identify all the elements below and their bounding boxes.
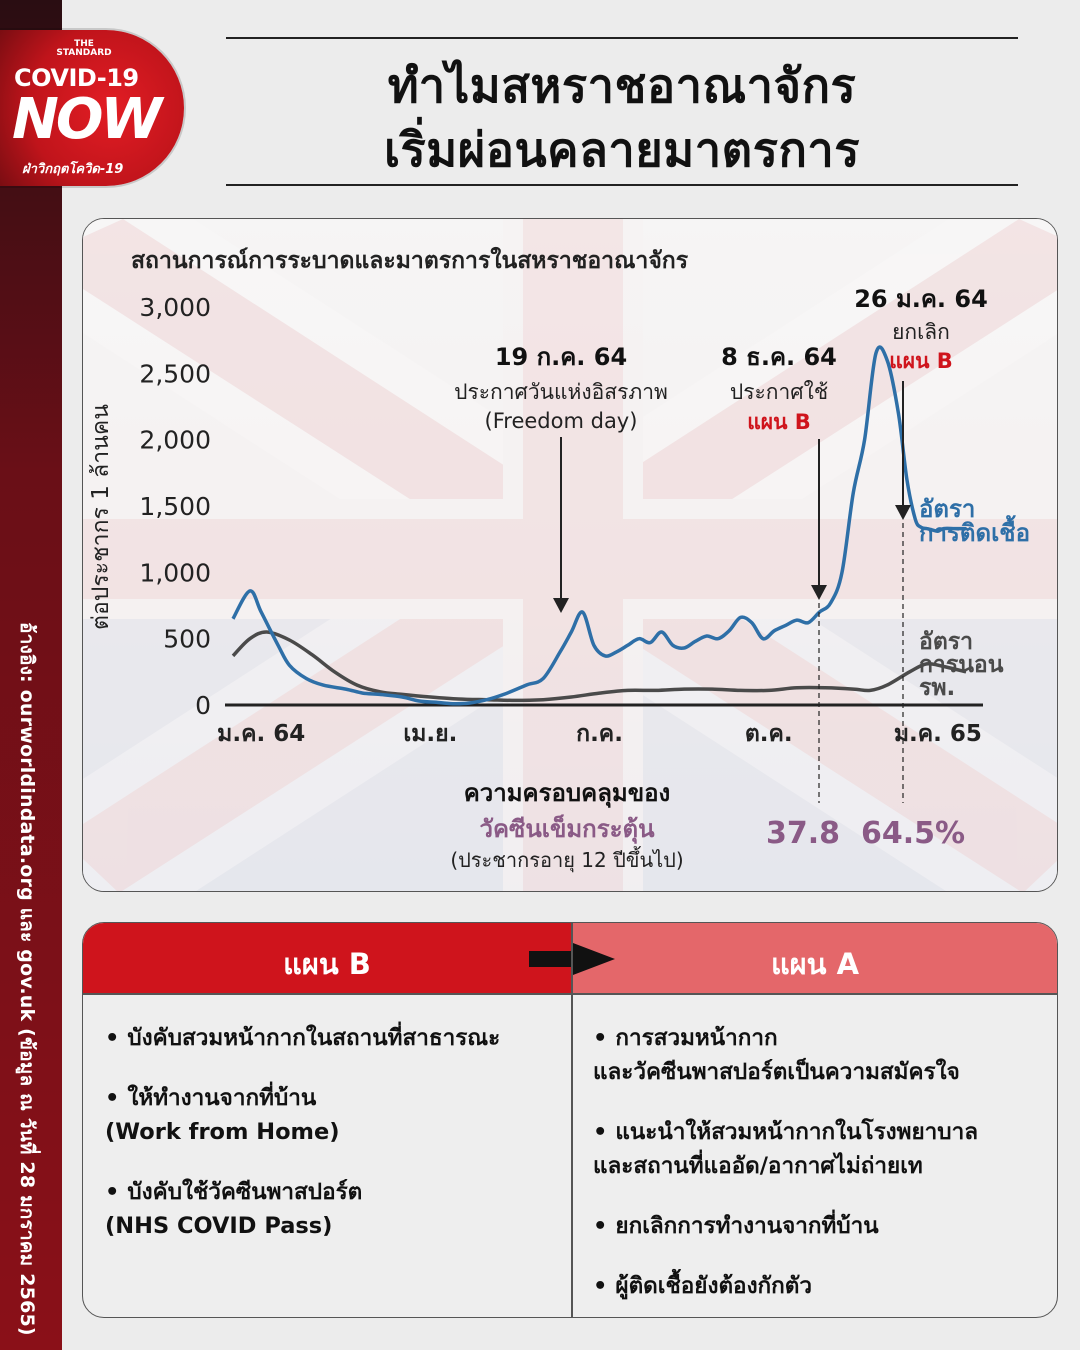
logo-now: NOW xyxy=(12,87,160,152)
plan-a-item-1-line1: การสวมหน้ากาก xyxy=(615,1025,778,1051)
annotation-arrow-head xyxy=(895,505,911,520)
annotation-arrow-head xyxy=(553,598,569,613)
hospitalization-series-label: รพ. xyxy=(919,675,956,701)
bullet: • xyxy=(105,1025,120,1051)
plan-b-item-2-line1: ให้ทำงานจากที่บ้าน xyxy=(127,1085,317,1111)
bullet: • xyxy=(593,1119,608,1145)
title-rule-bottom xyxy=(226,184,1018,186)
infection-series-label: การติดเชื้อ xyxy=(919,519,1030,547)
source-note: อ้างอิง: ourworldindata.org และ gov.uk (ข้อมูล ณ วันที่ 28 มกราคม 2565) xyxy=(16,622,38,1336)
y-tick-label: 3,000 xyxy=(139,293,211,322)
plan-a-item-4-line1: ผู้ติดเชื้อยังต้องกักตัว xyxy=(615,1273,813,1299)
x-tick-label: ม.ค. 64 xyxy=(217,721,306,747)
chart-svg xyxy=(83,219,1058,892)
bullet: • xyxy=(105,1085,120,1111)
plan-b-item-3-line2: (NHS COVID Pass) xyxy=(105,1213,333,1239)
y-tick-label: 0 xyxy=(195,691,211,720)
title-rule-top xyxy=(226,37,1018,39)
y-tick-label: 2,500 xyxy=(139,359,211,389)
plan-a-item xyxy=(593,1269,1058,1303)
bullet: • xyxy=(593,1273,608,1299)
annotation-highlight: แผน B xyxy=(747,410,811,434)
plan-a-item xyxy=(593,1021,1058,1089)
annotation-date: 26 ม.ค. 64 xyxy=(854,285,988,313)
plan-b-title: แผน B xyxy=(283,947,371,981)
plan-a-list xyxy=(593,1021,1058,1318)
x-tick-label: เม.ย. xyxy=(403,721,458,747)
x-tick-label: ก.ค. xyxy=(576,721,623,747)
plan-a-item-2-line1: แนะนำให้สวมหน้ากากในโรงพยาบาล xyxy=(615,1119,978,1145)
plan-b-item-2-line2: (Work from Home) xyxy=(105,1119,340,1145)
plan-a-item xyxy=(593,1209,1058,1243)
annotation-date: 19 ก.ค. 64 xyxy=(494,343,628,371)
y-tick-label: 2,000 xyxy=(139,425,211,455)
page-title-line2: เริ่มผ่อนคลายมาตรการ xyxy=(383,123,861,178)
annotation-text: ยกเลิก xyxy=(892,320,950,344)
hospitalization-series-label: อัตรา xyxy=(919,629,974,655)
bullet: • xyxy=(593,1213,608,1239)
y-tick-label: 1,000 xyxy=(139,558,211,588)
bullet: • xyxy=(105,1179,120,1205)
annotation-text: ประกาศวันแห่งอิสรภาพ xyxy=(454,380,668,404)
annotation-text: ประกาศใช้ xyxy=(729,380,829,404)
plan-a-item xyxy=(593,1115,1058,1183)
plan-b-item xyxy=(105,1081,575,1149)
plan-b-item-3-line1: บังคับใช้วัคซีนพาสปอร์ต xyxy=(127,1179,363,1205)
plan-b-list xyxy=(105,1021,575,1269)
page-title-line1: ทำไมสหราชอาณาจักร xyxy=(387,59,857,114)
hospitalization-series-label: การนอน xyxy=(919,652,1004,678)
x-tick-label: ม.ค. 65 xyxy=(893,721,982,747)
plan-b-item xyxy=(105,1175,575,1243)
booster-title: ความครอบคลุมของ xyxy=(463,779,671,807)
annotation-highlight: แผน B xyxy=(889,349,953,373)
booster-value-2: 64.5% xyxy=(860,816,966,851)
plan-a-item-1-line2: และวัคซีนพาสปอร์ตเป็นความสมัครใจ xyxy=(593,1059,960,1085)
chart-card xyxy=(82,218,1058,892)
infection-series-label: อัตรา xyxy=(919,495,976,523)
y-axis-label: ต่อประชากร 1 ล้านคน xyxy=(88,404,114,630)
logo-covid: COVID-19 xyxy=(14,64,139,92)
x-tick-label: ต.ค. xyxy=(744,721,793,747)
plan-a-item-3-line1: ยกเลิกการทำงานจากที่บ้าน xyxy=(615,1213,879,1239)
plan-b-item xyxy=(105,1021,575,1055)
y-tick-label: 500 xyxy=(163,624,211,654)
bullet: • xyxy=(593,1025,608,1051)
plan-b-header xyxy=(83,923,571,993)
annotation-date: 8 ธ.ค. 64 xyxy=(721,343,837,371)
plan-a-title: แผน A xyxy=(770,947,860,981)
logo-brand: THE STANDARD xyxy=(56,39,112,58)
logo-tagline: ฝ่าวิกฤตโควิด-19 xyxy=(22,162,124,177)
plans-table xyxy=(82,922,1058,1318)
annotation-arrow-head xyxy=(811,585,827,600)
covid-now-logo xyxy=(0,30,184,186)
booster-note: (ประชากรอายุ 12 ปีขึ้นไป) xyxy=(450,848,684,872)
y-tick-label: 1,500 xyxy=(139,492,211,521)
plan-a-item-2-line2: และสถานที่แออัด/อากาศไม่ถ่ายเท xyxy=(593,1153,923,1179)
arrow-right-icon xyxy=(529,943,619,975)
plan-b-item-1-line1: บังคับสวมหน้ากากในสถานที่สาธารณะ xyxy=(127,1025,501,1051)
booster-value-1: 37.8 xyxy=(765,816,841,851)
chart-heading: สถานการณ์การระบาดและมาตรการในสหราชอาณาจักร xyxy=(131,248,689,274)
annotation-text: (Freedom day) xyxy=(484,409,638,433)
plan-a-header xyxy=(571,923,1058,993)
booster-highlight: วัคซีนเข็มกระตุ้น xyxy=(479,815,655,843)
